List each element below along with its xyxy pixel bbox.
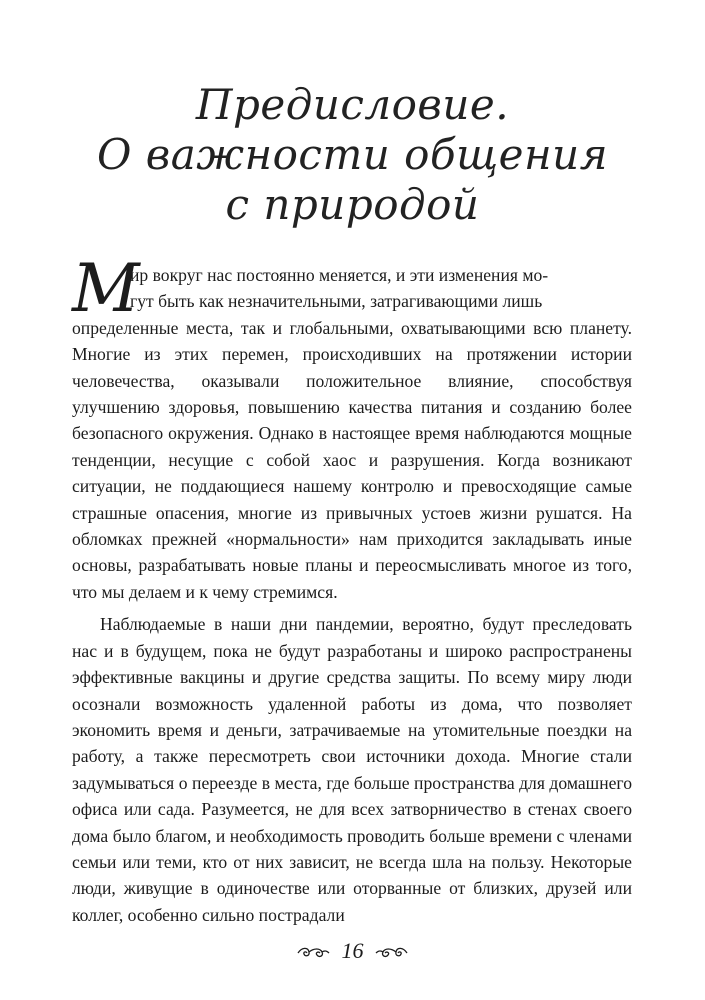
chapter-title-line-2: О важности общения [96,130,609,179]
paragraph-1-line-2: гут быть как незначительными, затрагивающими лишь [130,291,543,312]
paragraph-1 [72,250,632,605]
paragraph-2: Наблюдаемые в наши дни пандемии, вероятно, будут преследовать нас и в будущем, пока не будут разработаны и широко распространены эффективные вакцины и другие средства защиты. По всему миру люди осознали возможность удаленной работы из дома, что позволяет экономить время и деньги, затрачиваемые на утомительные поездки на работу, а также пересмотреть свои источники дохода. Многие стали задумываться о переезде в места, где больше пространства для домашнего офиса или сада. Разумеется, не для всех затворничество в стенах своего дома было благом, и необходимость проводить больше времени с членами семьи или теми, кто от них зависит, не всегда шла на пользу. Некоторые люди, живущие в одиночестве или оторванные от близких, друзей или коллег, особенно сильно пострадали [72,614,632,925]
paragraph-1-opening [72,250,632,327]
page-number: 16 [341,938,364,963]
page-footer [0,938,705,964]
chapter-title-line-3: с природой [225,180,480,229]
right-ornament-icon [375,946,409,960]
chapter-title [0,80,705,230]
chapter-body [72,250,632,928]
drop-cap: М [72,250,140,327]
paragraph-1-rest: определенные места, так и глобальными, охватывающими всю планету. Многие из этих перемен, происходивших на протяжении истории человечества, оказывали положительное влияние, способствуя улучшению здоровья, повышению качества питания и созданию более безопасного окружения. Однако в настоящее время наблюдаются мощные тенденции, несущие с собой хаос и разрушения. Когда возникают ситуации, не поддающиеся нашему контролю и превосходящие самые страшные опасения, многие из привычных устоев жизни рушатся. На обломках прежней «нормальности» нам приходится закладывать иные основы, разрабатывать новые планы и переосмысливать многое из того, что мы делаем и к чему стремимся. [72,317,632,602]
left-ornament-icon [296,946,330,960]
chapter-title-line-1: Предисловие. [195,80,510,129]
paragraph-1-line-1: ир вокруг нас постоянно меняется, и эти изменения мо- [130,265,549,285]
